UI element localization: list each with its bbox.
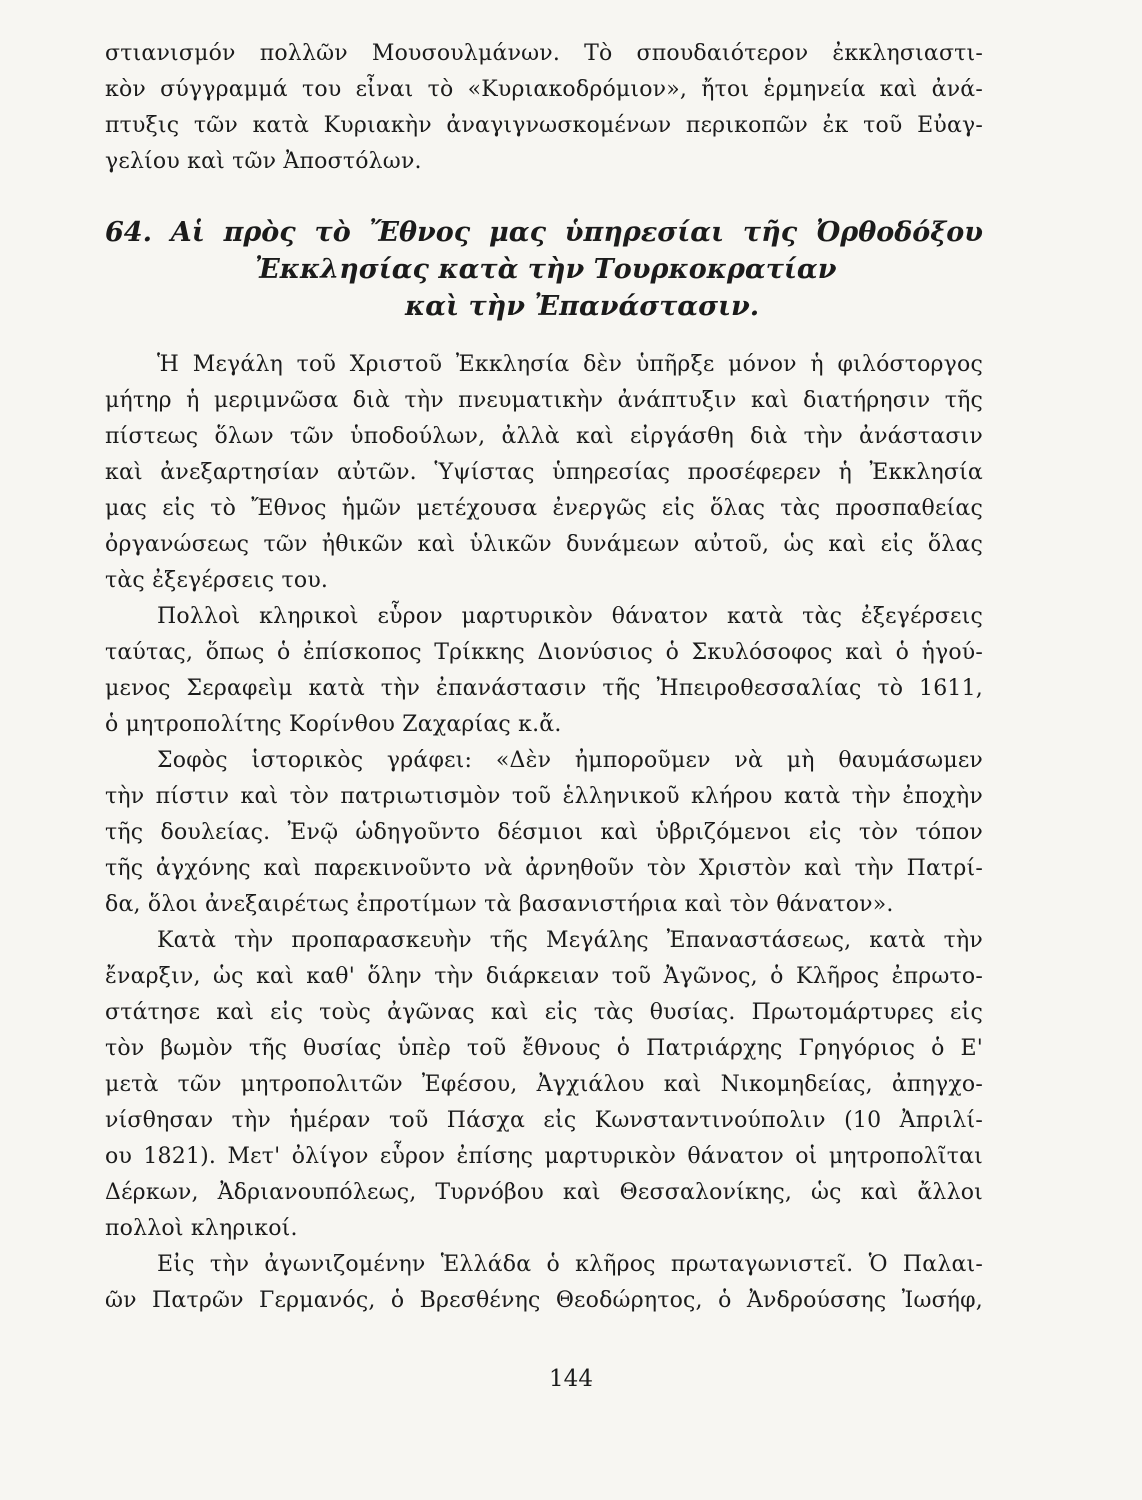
- text-line: πτυξις τῶν κατὰ Κυριακὴν ἀναγιγνωσκομένων περικοπῶν ἐκ τοῦ Εὐαγ-: [105, 113, 983, 138]
- text-line: τὴν πίστιν καὶ τὸν πατριωτισμὸν τοῦ ἑλληνικοῦ κλήρου κατὰ τὴν ἐποχὴν: [105, 784, 983, 809]
- text-line: Κατὰ τὴν προπαρασκευὴν τῆς Μεγάλης Ἐπαναστάσεως, κατὰ τὴν: [157, 928, 983, 953]
- heading-line: Ἐκκλησίας κατὰ τὴν Τουρκοκρατίαν: [255, 254, 837, 285]
- text-line: πίστεως ὅλων τῶν ὑποδούλων, ἀλλὰ καὶ εἰργάσθη διὰ τὴν ἀνάστασιν: [105, 424, 983, 449]
- text-line: ὁ μητροπολίτης Κορίνθου Ζαχαρίας κ.ἄ.: [105, 712, 562, 737]
- paragraph-2: [105, 599, 983, 743]
- text-line: τὸν βωμὸν τῆς θυσίας ὑπὲρ τοῦ ἔθνους ὁ Πατριάρχης Γρηγόριος ὁ Ε': [105, 1036, 983, 1061]
- text-line: γελίου καὶ τῶν Ἀποστόλων.: [105, 149, 422, 174]
- text-line: πολλοὶ κληρικοί.: [105, 1216, 298, 1241]
- book-page: [105, 36, 983, 1319]
- text-line: νίσθησαν τὴν ἡμέραν τοῦ Πάσχα εἰς Κωνσταντινούπολιν (10 Ἀπριλί-: [105, 1108, 983, 1133]
- text-line: Εἰς τὴν ἀγωνιζομένην Ἑλλάδα ὁ κλῆρος πρωταγωνιστεῖ. Ὁ Παλαι-: [157, 1252, 983, 1277]
- text-line: στιανισμόν πολλῶν Μουσουλμάνων. Τὸ σπουδαιότερον ἐκκλησιαστι-: [105, 41, 983, 66]
- text-line: κὸν σύγγραμμά του εἶναι τὸ «Κυριακοδρόμιον», ἤτοι ἑρμηνεία καὶ ἀνά-: [105, 77, 983, 102]
- paragraph-5: [105, 1247, 983, 1319]
- text-line: μας εἰς τὸ Ἔθνος ἡμῶν μετέχουσα ἐνεργῶς εἰς ὅλας τὰς προσπαθείας: [105, 496, 983, 521]
- paragraph-1: [105, 347, 983, 599]
- section-heading: [105, 214, 983, 325]
- text-line: Σοφὸς ἱστορικὸς γράφει: «Δὲν ἠμποροῦμεν νὰ μὴ θαυμάσωμεν: [157, 748, 983, 773]
- text-line: στάτησε καὶ εἰς τοὺς ἀγῶνας καὶ εἰς τὰς θυσίας. Πρωτομάρτυρες εἰς: [105, 1000, 983, 1025]
- text-line: τῆς δουλείας. Ἐνῷ ὡδηγοῦντο δέσμιοι καὶ ὑβριζόμενοι εἰς τὸν τόπον: [105, 820, 983, 845]
- text-line: ῶν Πατρῶν Γερμανός, ὁ Βρεσθένης Θεοδώρητος, ὁ Ἀνδρούσσης Ἰωσήφ,: [105, 1288, 983, 1313]
- text-line: Ἡ Μεγάλη τοῦ Χριστοῦ Ἐκκλησία δὲν ὑπῆρξε μόνον ἡ φιλόστοργος: [157, 352, 983, 377]
- heading-line: καὶ τὴν Ἐπανάστασιν.: [405, 291, 760, 322]
- text-line: ἔναρξιν, ὡς καὶ καθ' ὅλην τὴν διάρκειαν τοῦ Ἀγῶνος, ὁ Κλῆρος ἐπρωτο-: [105, 964, 983, 989]
- text-line: μενος Σεραφεὶμ κατὰ τὴν ἐπανάστασιν τῆς Ἠπειροθεσσαλίας τὸ 1611,: [105, 676, 983, 701]
- heading-line: 64. Αἱ πρὸς τὸ Ἔθνος μας ὑπηρεσίαι τῆς Ὀρθοδόξου: [105, 217, 983, 248]
- text-line: Πολλοὶ κληρικοὶ εὗρον μαρτυρικὸν θάνατον κατὰ τὰς ἐξεγέρσεις: [157, 604, 983, 629]
- text-line: ου 1821). Μετ' ὀλίγον εὗρον ἐπίσης μαρτυρικὸν θάνατον οἱ μητροπολῖται: [105, 1144, 983, 1169]
- text-line: Δέρκων, Ἀδριανουπόλεως, Τυρνόβου καὶ Θεσσαλονίκης, ὡς καὶ ἄλλοι: [105, 1180, 983, 1205]
- text-line: δα, ὅλοι ἀνεξαιρέτως ἐπροτίμων τὰ βασανιστήρια καὶ τὸν θάνατον».: [105, 892, 894, 917]
- text-line: ὀργανώσεως τῶν ἠθικῶν καὶ ὑλικῶν δυνάμεων αὐτοῦ, ὡς καὶ εἰς ὅλας: [105, 532, 983, 557]
- paragraph-3: [105, 743, 983, 923]
- text-line: τῆς ἀγχόνης καὶ παρεκινοῦντο νὰ ἀρνηθοῦν τὸν Χριστὸν καὶ τὴν Πατρί-: [105, 856, 983, 881]
- text-line: μήτηρ ἡ μεριμνῶσα διὰ τὴν πνευματικὴν ἀνάπτυξιν καὶ διατήρησιν τῆς: [105, 388, 983, 413]
- text-line: τὰς ἐξεγέρσεις του.: [105, 568, 329, 593]
- text-line: καὶ ἀνεξαρτησίαν αὐτῶν. Ὑψίστας ὑπηρεσίας προσέφερεν ἡ Ἐκκλησία: [105, 460, 983, 485]
- text-line: ταύτας, ὅπως ὁ ἐπίσκοπος Τρίκκης Διονύσιος ὁ Σκυλόσοφος καὶ ὁ ἡγού-: [105, 640, 983, 665]
- paragraph-4: [105, 923, 983, 1247]
- intro-paragraph: [105, 36, 983, 180]
- page-number: 144: [549, 1366, 593, 1392]
- text-line: μετὰ τῶν μητροπολιτῶν Ἐφέσου, Ἀγχιάλου καὶ Νικομηδείας, ἀπηγχο-: [105, 1072, 983, 1097]
